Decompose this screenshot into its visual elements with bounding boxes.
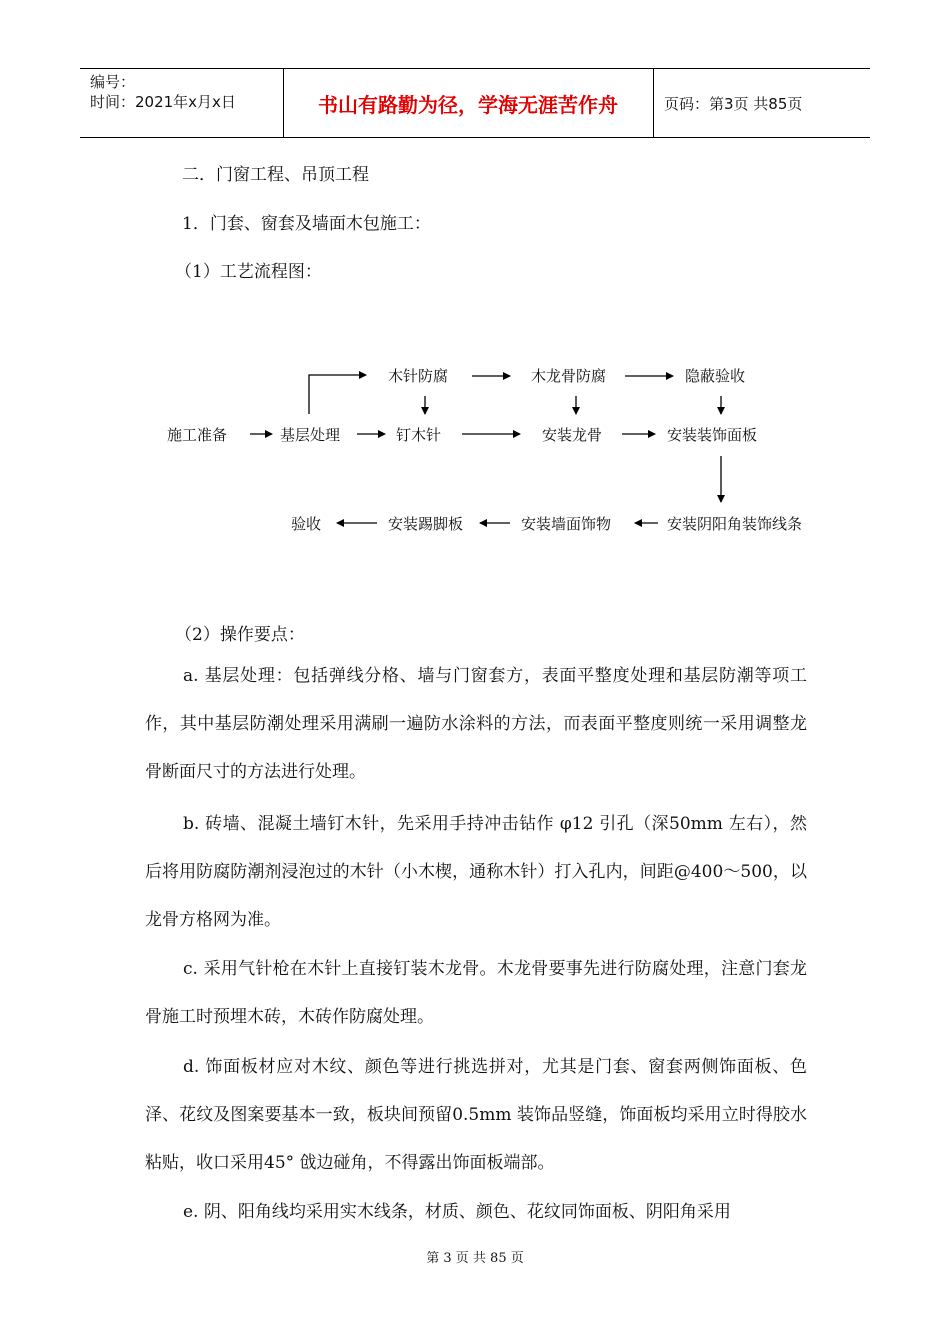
flow-node-concealed-inspection: 隐蔽验收 [685,367,746,385]
flow-node-panel: 安装装饰面板 [667,426,758,444]
header-page-info: 页码：第3页 共85页 [664,95,803,113]
page-footer: 第 3 页 共 85 页 [426,1251,524,1266]
header-date: 时间：2021年x月x日 [90,93,236,111]
header-number: 编号： [90,73,136,91]
flow-node-keel: 安装龙骨 [542,426,603,444]
flow-node-skirting: 安装踢脚板 [388,515,464,533]
flow-node-acceptance: 验收 [291,515,322,533]
flow-chart [0,0,950,560]
flow-node-prep: 施工准备 [167,426,228,444]
flow-node-base: 基层处理 [280,426,341,444]
flow-arrow [309,375,366,414]
operation-title: （2）操作要点： [175,625,305,645]
flow-node-keel-preservation: 木龙骨防腐 [531,367,607,385]
paragraph-b: b. 砖墙、混凝土墙钉木针，先采用手持冲击钻作 φ12 引孔（深50mm 左右），然后将用防腐防潮剂浸泡过的木针（小木楔，通称木针）打入孔内，间距@400～500，以龙骨方格网为准。 [145,814,807,930]
paragraph-d: d. 饰面板材应对木纹、颜色等进行挑选拼对，尤其是门套、窗套两侧饰面板、色泽、花纹及图案要基本一致，板块间预留0.5mm 装饰品竖缝，饰面板均采用立时得胶水粘贴，收口采用45° 戗边碰角，不得露出饰面板端部。 [145,1057,807,1173]
flow-node-pin: 钉木针 [396,426,442,444]
paragraph-c: c. 采用气针枪在木针上直接钉装木龙骨。木龙骨要事先进行防腐处理，注意门套龙骨施工时预埋木砖，木砖作防腐处理。 [145,959,807,1027]
paragraph-a: a. 基层处理：包括弹线分格、墙与门窗套方，表面平整度处理和基层防潮等项工作，其中基层防潮处理采用满刷一遍防水涂料的方法，而表面平整度则统一采用调整龙骨断面尺寸的方法进行处理。 [145,666,807,782]
subsection-title: 1．门套、窗套及墙面木包施工： [182,214,431,234]
paragraph-e: e. 阴、阳角线均采用实木线条，材质、颜色、花纹同饰面板、阴阳角采用 [183,1202,731,1222]
process-title: （1）工艺流程图： [175,262,322,282]
flow-node-wall-decor: 安装墙面饰物 [521,515,612,533]
section-title: 二．门窗工程、吊顶工程 [182,165,369,185]
flow-node-corner-lines: 安装阴阳角装饰线条 [667,515,803,533]
flow-node-pin-preservation: 木针防腐 [388,367,449,385]
header-motto: 书山有路勤为径，学海无涯苦作舟 [318,93,618,117]
